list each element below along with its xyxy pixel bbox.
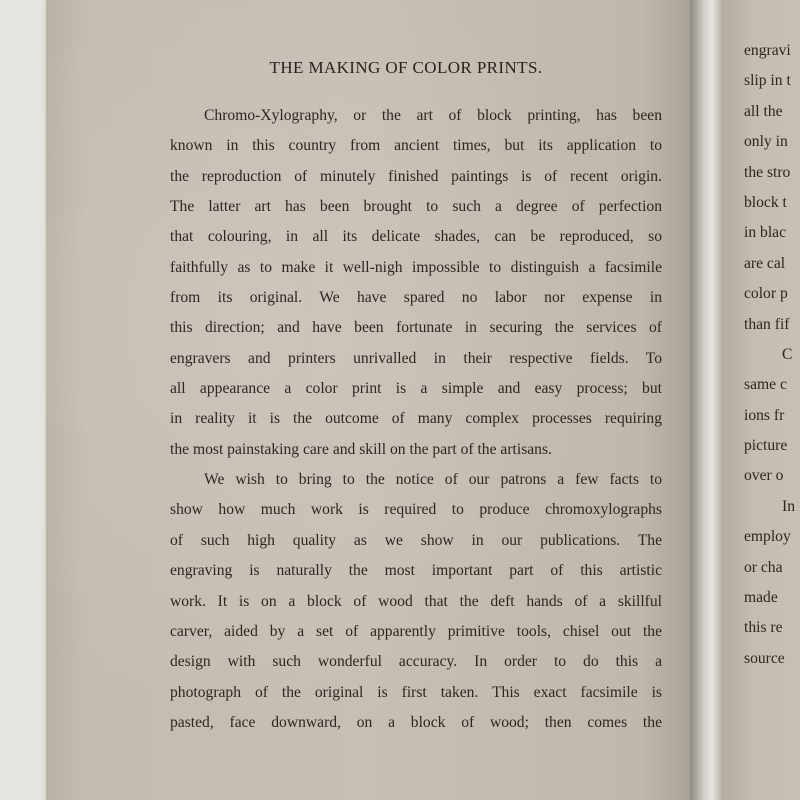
text-line: The latter art has been brought to such a degree of perfection [170, 198, 662, 216]
text-line: known in this country from ancient times, but its application to [170, 137, 662, 155]
text-line: C [782, 345, 793, 363]
text-line: all appearance a color print is a simple and easy process; but [170, 380, 662, 398]
text-line: engraving is naturally the most important part of this artistic [170, 562, 662, 580]
text-line: source [744, 649, 785, 667]
text-line: In [782, 497, 795, 515]
text-line: color p [744, 285, 788, 303]
text-line: engravers and printers unrivalled in their respective fields. To [170, 349, 662, 367]
page-title: THE MAKING OF COLOR PRINTS. [269, 58, 543, 77]
text-line: pasted, face downward, on a block of wood; then comes the [170, 713, 662, 731]
text-line: photograph of the original is first taken. This exact facsimile is [170, 683, 662, 701]
text-line: made [744, 589, 778, 607]
text-line: than fif [744, 315, 790, 333]
text-line: in blac [744, 224, 786, 242]
text-line: the stro [744, 163, 791, 181]
body-text [170, 101, 662, 738]
text-line: over o [744, 467, 784, 485]
right-page [722, 0, 800, 800]
text-line: slip in t [744, 72, 791, 90]
text-line: engravi [744, 42, 791, 59]
text-line: We wish to bring to the notice of our patrons a few facts to [204, 471, 662, 489]
text-line: picture [744, 437, 788, 455]
text-line: carver, aided by a set of apparently primitive tools, chisel out the [170, 622, 662, 640]
text-line: this direction; and have been fortunate in securing the services of [170, 319, 662, 337]
text-line: or cha [744, 558, 783, 576]
text-line: show how much work is required to produce chromoxylographs [170, 501, 662, 519]
text-line: this re [744, 619, 783, 637]
text-line: that colouring, in all its delicate shades, can be reproduced, so [170, 228, 662, 246]
text-line: only in [744, 133, 788, 151]
text-line: the reproduction of minutely finished paintings is of recent origin. [170, 167, 662, 185]
page-gutter [690, 0, 722, 800]
text-line: faithfully as to make it well-nigh impossible to distinguish a facsimile [170, 258, 662, 276]
text-line: all the [744, 102, 783, 120]
text-line: are cal [744, 254, 786, 272]
text-line: the most painstaking care and skill on the part of the artisans. [170, 440, 552, 458]
right-page-text [744, 36, 795, 674]
text-line: Chromo-Xylography, or the art of block printing, has been [204, 107, 662, 124]
text-line: design with such wonderful accuracy. In order to do this a [170, 653, 662, 671]
text-line: ions fr [744, 406, 785, 424]
text-line: of such high quality as we show in our publications. The [170, 531, 662, 549]
left-page [46, 0, 692, 800]
text-line: in reality it is the outcome of many complex processes requiring [170, 410, 662, 428]
text-line: same c [744, 376, 787, 394]
text-line: from its original. We have spared no labor nor expense in [170, 289, 662, 307]
text-line: work. It is on a block of wood that the deft hands of a skillful [170, 592, 662, 610]
text-line: block t [744, 193, 787, 211]
text-line: employ [744, 528, 791, 546]
